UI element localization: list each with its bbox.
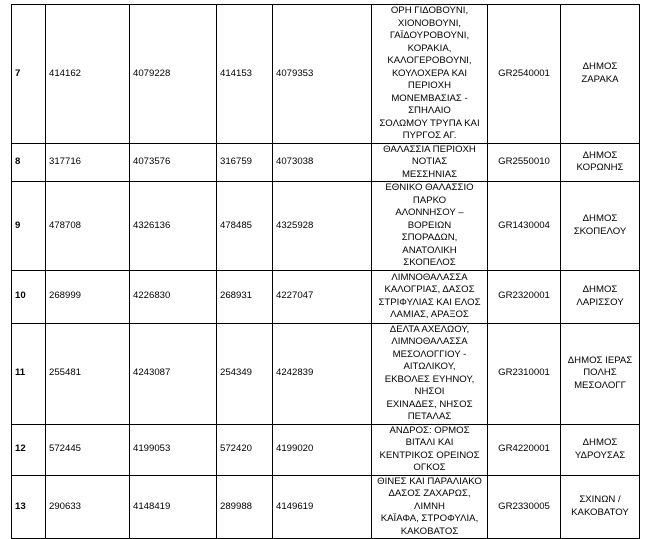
area-name-line: ΚΑΛΟΓΡΙΑΣ, ΔΑΣΟΣ	[384, 284, 475, 295]
y-coordinate-1: 4073576	[130, 143, 217, 182]
area-name-line: ΚΑΛΟΓΕΡΟΒΟΥΝΙ,	[387, 55, 472, 66]
municipality-line: ΔΗΜΟΣ ΙΕΡΑΣ	[567, 354, 633, 366]
area-name-line: ΣΤΡΙΦΥΛΙΑΣ ΚΑΙ ΕΛΟΣ	[378, 296, 481, 308]
municipality	[561, 270, 640, 323]
site-code: GR2550010	[488, 143, 561, 182]
municipality	[561, 143, 640, 182]
x-coordinate-2: 572420	[217, 424, 273, 475]
area-name-line: ΕΧΙΝΑΔΕΣ, ΝΗΣΟΣ ΠΕΤΑΛΑΣ	[386, 398, 473, 422]
y-coordinate-1: 4243087	[130, 323, 217, 424]
municipality-line: ΔΗΜΟΣ ΥΔΡΟΥΣΑΣ	[574, 437, 626, 461]
y-coordinate-2: 4199020	[273, 424, 372, 475]
x-coordinate-2: 316759	[217, 143, 273, 182]
row-number: 9	[12, 182, 46, 271]
area-name-line: ΚΑΚΟΒΑΤΟΣ	[400, 525, 459, 537]
table-row	[12, 5, 640, 144]
area-name-line: ΣΚΟΠΕΛΟΣ	[403, 257, 456, 268]
area-name-line: ΟΡΗ ΓΙΔΟΒΟΥΝΙ,	[390, 5, 469, 16]
y-coordinate-1: 4326136	[130, 182, 217, 271]
area-name-line: ΣΠΟΡΑΔΩΝ, ΑΝΑΤΟΛΙΚΗ	[401, 232, 458, 256]
area-name-line: ΚΑΪΑΦΑ, ΣΤΡΟΦΥΛΙΑ,	[380, 513, 479, 524]
table-row	[12, 270, 640, 323]
y-coordinate-2: 4325928	[273, 182, 372, 271]
area-name	[372, 424, 488, 475]
municipality-line: ΣΧΙΝΩΝ /	[579, 494, 621, 506]
site-code: GR4220001	[488, 424, 561, 475]
x-coordinate-1: 414162	[46, 5, 130, 144]
area-name	[372, 182, 488, 271]
municipality-line: ΔΗΜΟΣ ΚΟΡΩΝΗΣ	[576, 149, 624, 174]
area-name-line: ΚΟΥΛΟΧΕΡΑ ΚΑΙ ΠΕΡΙΟΧΗ	[391, 67, 468, 91]
area-name-line: ΜΟΝΕΜΒΑΣΙΑΣ - ΣΠΗΛΑΙΟ	[391, 92, 468, 116]
area-name-line: ΣΟΛΩΜΟΥ ΤΡΥΠΑ ΚΑΙ	[379, 117, 480, 129]
area-name-line: ΕΚΒΟΛΕΣ ΕΥΗΝΟΥ, ΝΗΣΟΙ	[384, 373, 475, 397]
area-name-line: ΜΕΣΣΗΝΙΑΣ	[401, 168, 458, 180]
x-coordinate-1: 255481	[46, 323, 130, 424]
y-coordinate-1: 4079228	[130, 5, 217, 144]
area-name	[372, 5, 488, 144]
x-coordinate-1: 572445	[46, 424, 130, 475]
municipality-line: ΠΟΛΗΣ ΜΕΣΟΛΟΓΓ	[574, 367, 626, 391]
y-coordinate-2: 4242839	[273, 323, 372, 424]
y-coordinate-1: 4226830	[130, 270, 217, 323]
x-coordinate-1: 268999	[46, 270, 130, 323]
area-name-line: ΠΥΡΓΟΣ ΑΓ.	[402, 130, 457, 141]
area-name	[372, 323, 488, 424]
y-coordinate-2: 4073038	[273, 143, 372, 182]
table-row	[12, 143, 640, 182]
x-coordinate-2: 478485	[217, 182, 273, 271]
area-name-line: ΜΕΣΟΛΟΓΓΙΟΥ - ΑΙΤΩΛΙΚΟΥ,	[392, 348, 467, 372]
area-name-line: ΧΙΟΝΟΒΟΥΝΙ,	[397, 17, 462, 29]
municipality	[561, 182, 640, 271]
municipality-line: ΔΗΜΟΣ ΣΚΟΠΕΛΟΥ	[573, 213, 627, 237]
x-coordinate-2: 414153	[217, 5, 273, 144]
table-row	[12, 475, 640, 539]
row-number: 10	[12, 270, 46, 323]
area-name-line: ΔΕΛΤΑ ΑΧΕΛΩΟΥ,	[389, 323, 470, 335]
site-code: GR2540001	[488, 5, 561, 144]
area-name-line: ΛΑΜΙΑΣ, ΑΡΑΞΟΣ	[390, 309, 469, 320]
municipality-line: ΔΗΜΟΣ ΖΑΡΑΚΑ	[581, 61, 619, 85]
area-name-line: ΕΘΝΙΚΟ ΘΑΛΑΣΣΙΟ ΠΑΡΚΟ	[385, 182, 474, 206]
y-coordinate-1: 4148419	[130, 475, 217, 539]
site-code: GR1430004	[488, 182, 561, 271]
area-name-line: ΘΑΛΑΣΣΙΑ ΠΕΡΙΟΧΗ ΝΟΤΙΑΣ	[383, 143, 476, 167]
municipality	[561, 323, 640, 424]
area-name	[372, 270, 488, 323]
y-coordinate-2: 4079353	[273, 5, 372, 144]
y-coordinate-1: 4199053	[130, 424, 217, 475]
protected-areas-table	[11, 4, 640, 539]
site-code: GR2310001	[488, 323, 561, 424]
area-name	[372, 475, 488, 539]
municipality-line: ΚΑΚΟΒΑΤΟΥ	[571, 506, 629, 518]
area-name-line: ΛΙΜΝΟΘΑΛΑΣΣΑ	[391, 336, 468, 347]
area-name-line: ΓΑΪΔΟΥΡΟΒΟΥΝΙ, ΚΟΡΑΚΙΑ,	[389, 30, 470, 54]
x-coordinate-2: 268931	[217, 270, 273, 323]
municipality	[561, 424, 640, 475]
area-name-line: ΑΛΟΝΝΗΣΟΥ – ΒΟΡΕΙΩΝ	[395, 207, 464, 231]
area-name	[372, 143, 488, 182]
x-coordinate-1: 478708	[46, 182, 130, 271]
area-name-line: ΚΕΝΤΡΙΚΟΣ ΟΡΕΙΝΟΣ ΟΓΚΟΣ	[379, 449, 480, 473]
table-row	[12, 323, 640, 424]
row-number: 8	[12, 143, 46, 182]
area-name-line: ΘΙΝΕΣ ΚΑΙ ΠΑΡΑΛΙΑΚΟ	[377, 475, 482, 487]
municipality	[561, 5, 640, 144]
x-coordinate-1: 290633	[46, 475, 130, 539]
site-code: GR2330005	[488, 475, 561, 539]
row-number: 13	[12, 475, 46, 539]
table-row	[12, 182, 640, 271]
area-name-line: ΑΝΔΡΟΣ: ΟΡΜΟΣ ΒΙΤΑΛΙ ΚΑΙ	[389, 424, 470, 448]
row-number: 11	[12, 323, 46, 424]
municipality-line: ΔΗΜΟΣ ΛΑΡΙΣΣΟΥ	[576, 284, 624, 308]
site-code: GR2320001	[488, 270, 561, 323]
x-coordinate-2: 289988	[217, 475, 273, 539]
area-name-line: ΛΙΜΝΟΘΑΛΑΣΣΑ	[391, 271, 468, 283]
table-row	[12, 424, 640, 475]
area-name-line: ΔΑΣΟΣ ΖΑΧΑΡΩΣ, ΛΙΜΝΗ	[388, 488, 471, 512]
row-number: 7	[12, 5, 46, 144]
row-number: 12	[12, 424, 46, 475]
y-coordinate-2: 4149619	[273, 475, 372, 539]
x-coordinate-2: 254349	[217, 323, 273, 424]
y-coordinate-2: 4227047	[273, 270, 372, 323]
municipality	[561, 475, 640, 539]
x-coordinate-1: 317716	[46, 143, 130, 182]
